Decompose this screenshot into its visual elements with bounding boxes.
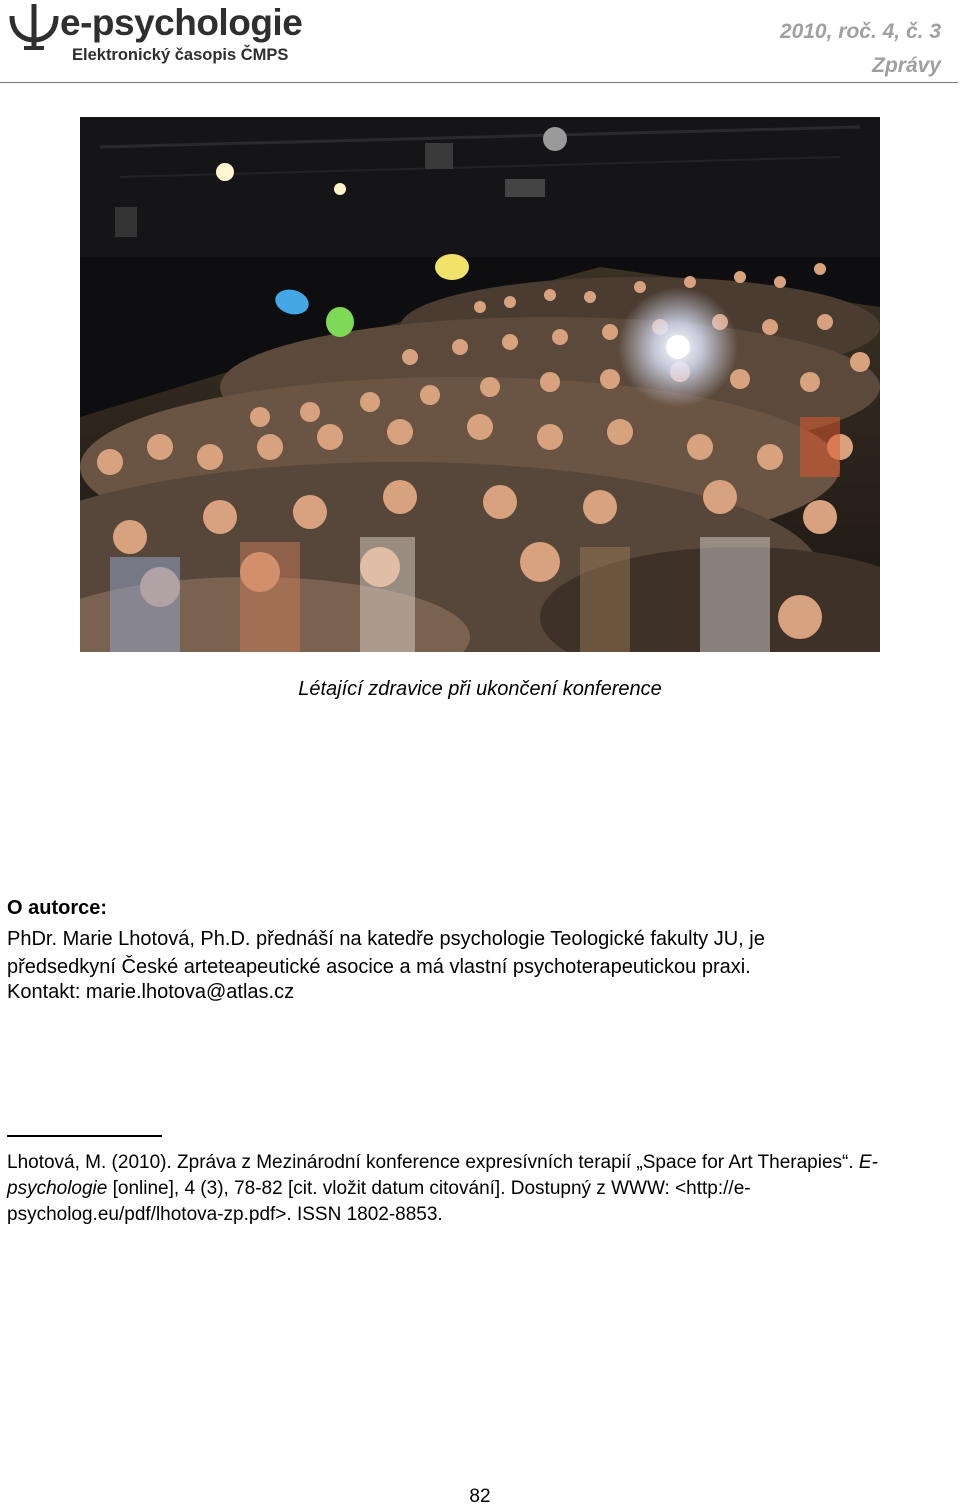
photo-caption: Létající zdravice při ukončení konference [298, 678, 662, 700]
page-header [0, 0, 960, 84]
citation-journal: E-psychologie [7, 1152, 878, 1199]
about-line-1: PhDr. Marie Lhotová, Ph.D. přednáší na katedře psychologie Teologické fakulty JU, je [7, 928, 765, 950]
issue-label: 2010, roč. 4, č. 3 [779, 20, 941, 43]
conference-photo [80, 117, 880, 652]
logo-subtitle: Elektronický časopis ČMPS [72, 46, 289, 64]
page-number: 82 [469, 1486, 491, 1507]
about-author-text [7, 925, 927, 981]
section-label: Zprávy [872, 54, 941, 77]
about-line-2: předsedkyní České arteteapeutické asocice a má vlastní psychoterapeutickou praxi. [7, 956, 751, 978]
citation-part-2: [online], 4 (3), 78-82 [cit. vložit datum citování]. Dostupný z WWW: <http://e-psycholog.eu/pdf/lhotova-zp.pdf>. ISSN 1802-8853. [7, 1178, 751, 1225]
journal-logo [8, 2, 368, 74]
citation-part-1: Lhotová, M. (2010). Zpráva z Mezinárodní konference expresívních terapií „Space for Art Therapies“. [7, 1152, 859, 1173]
logo-title: e-psychologie [60, 2, 303, 43]
header-divider [0, 82, 958, 83]
audience-photo-illustration [80, 117, 880, 652]
balloon-green [326, 307, 354, 337]
citation [7, 1150, 937, 1228]
citation-divider [7, 1135, 162, 1137]
about-author-heading: O autorce: [7, 897, 108, 919]
balloon-yellow [435, 254, 469, 280]
contact-email: Kontakt: marie.lhotova@atlas.cz [7, 981, 295, 1003]
psi-logo-icon [8, 2, 60, 52]
